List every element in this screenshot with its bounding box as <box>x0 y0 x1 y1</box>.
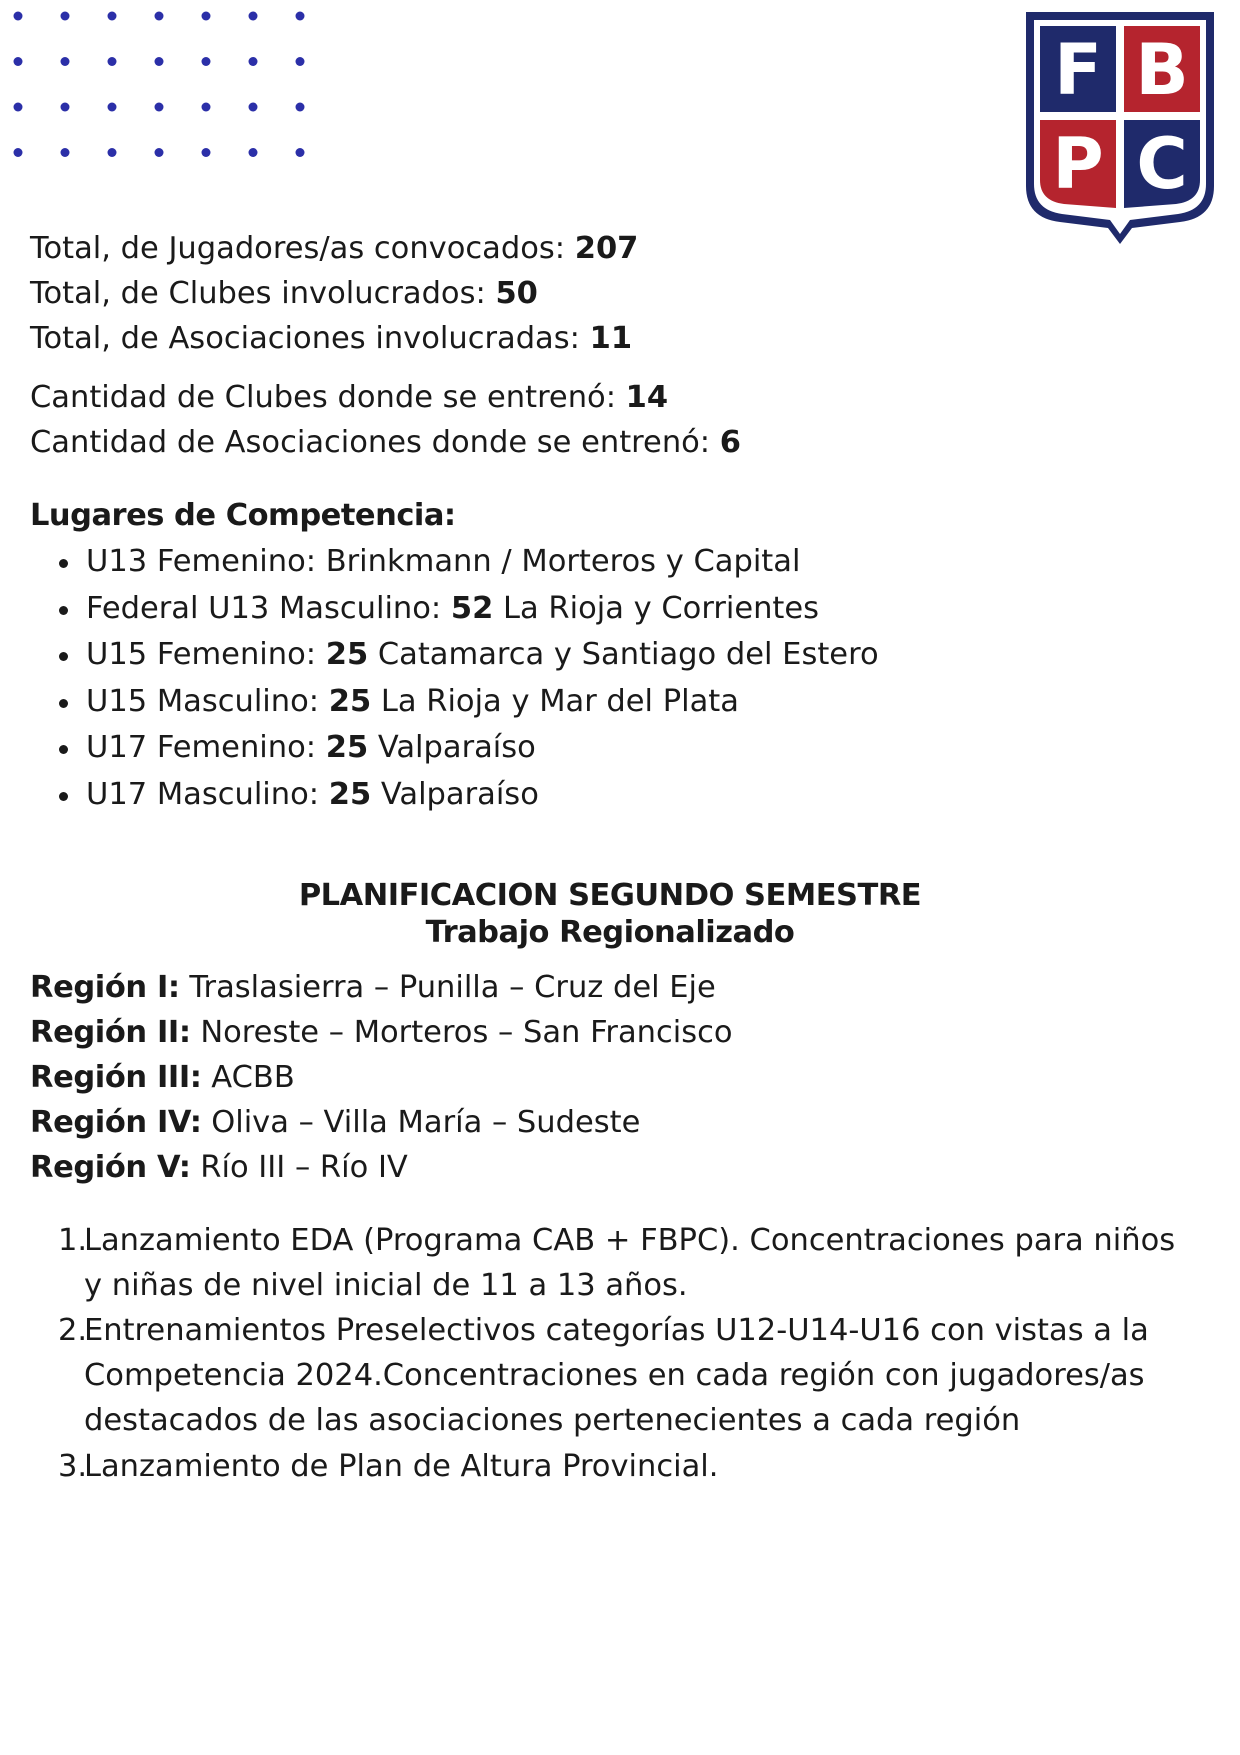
decorative-dot <box>61 103 70 112</box>
region-row: Región I: Traslasierra – Punilla – Cruz del Eje <box>30 969 716 1005</box>
decorative-dot <box>249 12 258 21</box>
list-item: 1. Lanzamiento EDA (Programa CAB + FBPC). Concentraciones para niños y niñas de nivel inicial de 11 a 13 años. <box>58 1222 1176 1303</box>
stat-associations: Total, de Asociaciones involucradas: 11 <box>30 321 633 356</box>
decorative-dot <box>108 12 117 21</box>
competition-heading: Lugares de Competencia: <box>30 498 456 533</box>
decorative-dot <box>61 12 70 21</box>
decorative-dot <box>155 103 164 112</box>
document-body <box>30 226 1190 1489</box>
region-row: Región II: Noreste – Morteros – San Francisco <box>30 1014 733 1050</box>
planning-heading <box>30 877 1190 951</box>
list-item: U15 Masculino: 25 La Rioja y Mar del Plata <box>86 679 1190 726</box>
stat-value: 50 <box>495 276 538 311</box>
decorative-dot <box>202 12 211 21</box>
regions-section <box>30 965 1190 1190</box>
decorative-dot <box>296 57 305 66</box>
decorative-dot <box>14 103 23 112</box>
decorative-dot <box>61 57 70 66</box>
list-item: 2. Entrenamientos Preselectivos categorías U12-U14-U16 con vistas a la Competencia 2024.Concentraciones en cada región con jugadores/as destacados de las asociaciones pertenecientes a cada región <box>58 1312 1149 1439</box>
decorative-dot <box>202 103 211 112</box>
stat-players: Total, de Jugadores/as convocados: 207 <box>30 231 639 266</box>
list-item: Federal U13 Masculino: 52 La Rioja y Corrientes <box>86 586 1190 633</box>
list-item: 3. Lanzamiento de Plan de Altura Provincial. <box>58 1448 719 1484</box>
decorative-dot <box>296 12 305 21</box>
decorative-dot <box>14 57 23 66</box>
fbpc-logo <box>1020 8 1220 248</box>
region-row: Región III: ACBB <box>30 1059 295 1095</box>
planning-title: PLANIFICACION SEGUNDO SEMESTRE <box>298 877 922 913</box>
list-item: U15 Femenino: 25 Catamarca y Santiago del Estero <box>86 632 1190 679</box>
stat-clubs: Total, de Clubes involucrados: 50 <box>30 276 538 311</box>
logo-letter-f: F <box>1054 29 1102 111</box>
totals-section <box>30 226 1190 361</box>
logo-letter-c: C <box>1136 123 1188 205</box>
region-row: Región IV: Oliva – Villa María – Sudeste <box>30 1104 641 1140</box>
logo-letter-b: B <box>1135 29 1189 111</box>
decorative-dot <box>108 148 117 157</box>
training-section <box>30 375 1190 465</box>
list-item: U17 Masculino: 25 Valparaíso <box>86 772 1190 819</box>
decorative-dot <box>296 148 305 157</box>
decorative-dot <box>14 12 23 21</box>
decorative-dot <box>155 148 164 157</box>
decorative-dot <box>249 103 258 112</box>
list-item: U17 Femenino: 25 Valparaíso <box>86 725 1190 772</box>
decorative-dot-grid <box>10 8 310 158</box>
training-clubs: Cantidad de Clubes donde se entrenó: 14 <box>30 380 669 415</box>
decorative-dot <box>202 148 211 157</box>
decorative-dot <box>249 148 258 157</box>
decorative-dot <box>202 57 211 66</box>
stat-value: 11 <box>589 321 633 356</box>
stat-value: 207 <box>574 231 639 266</box>
training-value: 14 <box>625 380 669 415</box>
competition-section <box>30 493 1190 819</box>
planning-subtitle: Trabajo Regionalizado <box>425 914 795 950</box>
decorative-dot <box>108 57 117 66</box>
decorative-dot <box>249 57 258 66</box>
decorative-dot <box>61 148 70 157</box>
training-value: 6 <box>719 425 742 460</box>
plan-list <box>30 1218 1190 1489</box>
competition-list <box>30 539 1190 819</box>
decorative-dot <box>14 148 23 157</box>
region-row: Región V: Río III – Río IV <box>30 1149 408 1185</box>
decorative-dot <box>155 57 164 66</box>
decorative-dot <box>155 12 164 21</box>
decorative-dot <box>108 103 117 112</box>
logo-letter-p: P <box>1052 123 1104 205</box>
list-item: U13 Femenino: Brinkmann / Morteros y Capital <box>86 539 1190 586</box>
training-associations: Cantidad de Asociaciones donde se entrenó: 6 <box>30 425 742 460</box>
decorative-dot <box>296 103 305 112</box>
